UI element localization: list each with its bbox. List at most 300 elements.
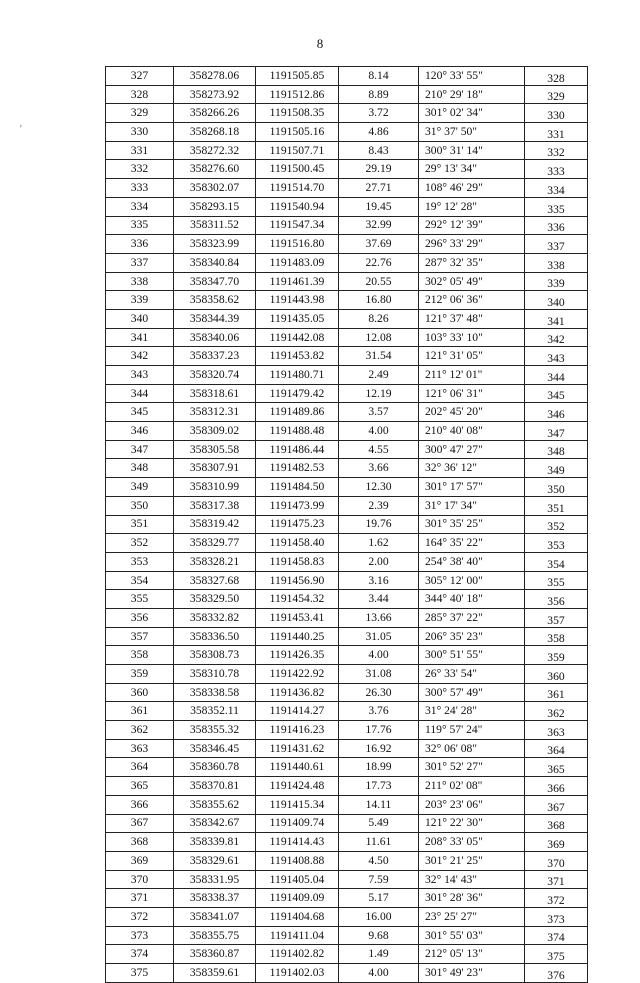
next-point-cell: 341 bbox=[525, 309, 588, 328]
bearing-cell: 119° 57' 24" bbox=[419, 721, 525, 740]
distance-cell: 2.39 bbox=[339, 496, 419, 515]
x-coordinate-cell: 358323.99 bbox=[174, 235, 256, 254]
y-coordinate-cell: 1191440.61 bbox=[256, 758, 339, 777]
y-coordinate-cell: 1191514.70 bbox=[256, 179, 339, 198]
y-coordinate-cell: 1191489.86 bbox=[256, 403, 339, 422]
distance-cell: 5.17 bbox=[339, 889, 419, 908]
table-row bbox=[106, 945, 588, 964]
point-number-cell: 330 bbox=[106, 123, 174, 142]
y-coordinate-cell: 1191500.45 bbox=[256, 160, 339, 179]
point-number-cell: 356 bbox=[106, 608, 174, 627]
table-row bbox=[106, 870, 588, 889]
bearing-cell: 121° 37' 48" bbox=[419, 309, 525, 328]
distance-cell: 22.76 bbox=[339, 253, 419, 272]
y-coordinate-cell: 1191453.41 bbox=[256, 608, 339, 627]
bearing-cell: 300° 51' 55" bbox=[419, 646, 525, 665]
margin-mark: ' bbox=[20, 124, 22, 135]
bearing-cell: 300° 31' 14" bbox=[419, 141, 525, 160]
point-number-cell: 349 bbox=[106, 478, 174, 497]
bearing-cell: 300° 57' 49" bbox=[419, 683, 525, 702]
y-coordinate-cell: 1191422.92 bbox=[256, 665, 339, 684]
bearing-cell: 202° 45' 20" bbox=[419, 403, 525, 422]
next-point-cell: 349 bbox=[525, 459, 588, 478]
next-point-cell: 365 bbox=[525, 758, 588, 777]
y-coordinate-cell: 1191411.04 bbox=[256, 926, 339, 945]
point-number-cell: 345 bbox=[106, 403, 174, 422]
point-number-cell: 333 bbox=[106, 179, 174, 198]
bearing-cell: 31° 17' 34" bbox=[419, 496, 525, 515]
table-row bbox=[106, 366, 588, 385]
point-number-cell: 372 bbox=[106, 907, 174, 926]
x-coordinate-cell: 358317.38 bbox=[174, 496, 256, 515]
y-coordinate-cell: 1191440.25 bbox=[256, 627, 339, 646]
distance-cell: 3.44 bbox=[339, 590, 419, 609]
point-number-cell: 352 bbox=[106, 534, 174, 553]
point-number-cell: 344 bbox=[106, 384, 174, 403]
y-coordinate-cell: 1191483.09 bbox=[256, 253, 339, 272]
distance-cell: 8.43 bbox=[339, 141, 419, 160]
y-coordinate-cell: 1191488.48 bbox=[256, 422, 339, 441]
table-row bbox=[106, 272, 588, 291]
table-row bbox=[106, 814, 588, 833]
next-point-cell: 368 bbox=[525, 814, 588, 833]
distance-cell: 17.76 bbox=[339, 721, 419, 740]
x-coordinate-cell: 358329.77 bbox=[174, 534, 256, 553]
y-coordinate-cell: 1191435.05 bbox=[256, 309, 339, 328]
next-point-cell: 359 bbox=[525, 646, 588, 665]
y-coordinate-cell: 1191484.50 bbox=[256, 478, 339, 497]
x-coordinate-cell: 358355.32 bbox=[174, 721, 256, 740]
bearing-cell: 19° 12' 28" bbox=[419, 197, 525, 216]
y-coordinate-cell: 1191540.94 bbox=[256, 197, 339, 216]
distance-cell: 1.49 bbox=[339, 945, 419, 964]
table-row bbox=[106, 702, 588, 721]
distance-cell: 16.80 bbox=[339, 291, 419, 310]
point-number-cell: 368 bbox=[106, 833, 174, 852]
distance-cell: 12.19 bbox=[339, 384, 419, 403]
y-coordinate-cell: 1191461.39 bbox=[256, 272, 339, 291]
next-point-cell: 330 bbox=[525, 104, 588, 123]
y-coordinate-cell: 1191442.08 bbox=[256, 328, 339, 347]
table-row bbox=[106, 590, 588, 609]
table-row bbox=[106, 235, 588, 254]
point-number-cell: 361 bbox=[106, 702, 174, 721]
bearing-cell: 301° 35' 25" bbox=[419, 515, 525, 534]
point-number-cell: 373 bbox=[106, 926, 174, 945]
distance-cell: 3.57 bbox=[339, 403, 419, 422]
point-number-cell: 339 bbox=[106, 291, 174, 310]
table-row bbox=[106, 440, 588, 459]
distance-cell: 31.05 bbox=[339, 627, 419, 646]
next-point-cell: 343 bbox=[525, 347, 588, 366]
bearing-cell: 287° 32' 35" bbox=[419, 253, 525, 272]
x-coordinate-cell: 358329.50 bbox=[174, 590, 256, 609]
distance-cell: 12.30 bbox=[339, 478, 419, 497]
table-row bbox=[106, 758, 588, 777]
bearing-cell: 285° 37' 22" bbox=[419, 608, 525, 627]
next-point-cell: 352 bbox=[525, 515, 588, 534]
point-number-cell: 351 bbox=[106, 515, 174, 534]
next-point-cell: 376 bbox=[525, 964, 588, 983]
bearing-cell: 212° 06' 36" bbox=[419, 291, 525, 310]
next-point-cell: 357 bbox=[525, 608, 588, 627]
table-row bbox=[106, 515, 588, 534]
next-point-cell: 375 bbox=[525, 945, 588, 964]
x-coordinate-cell: 358273.92 bbox=[174, 85, 256, 104]
point-number-cell: 331 bbox=[106, 141, 174, 160]
bearing-cell: 208° 33' 05" bbox=[419, 833, 525, 852]
point-number-cell: 371 bbox=[106, 889, 174, 908]
x-coordinate-cell: 358328.21 bbox=[174, 552, 256, 571]
x-coordinate-cell: 358308.73 bbox=[174, 646, 256, 665]
x-coordinate-cell: 358360.78 bbox=[174, 758, 256, 777]
table-row bbox=[106, 328, 588, 347]
point-number-cell: 369 bbox=[106, 851, 174, 870]
y-coordinate-cell: 1191505.85 bbox=[256, 67, 339, 86]
x-coordinate-cell: 358318.61 bbox=[174, 384, 256, 403]
x-coordinate-cell: 358340.06 bbox=[174, 328, 256, 347]
distance-cell: 16.00 bbox=[339, 907, 419, 926]
y-coordinate-cell: 1191431.62 bbox=[256, 739, 339, 758]
table-row bbox=[106, 926, 588, 945]
next-point-cell: 367 bbox=[525, 795, 588, 814]
bearing-cell: 301° 02' 34" bbox=[419, 104, 525, 123]
distance-cell: 4.50 bbox=[339, 851, 419, 870]
distance-cell: 31.54 bbox=[339, 347, 419, 366]
distance-cell: 7.59 bbox=[339, 870, 419, 889]
table-row bbox=[106, 964, 588, 983]
table-row bbox=[106, 608, 588, 627]
point-number-cell: 334 bbox=[106, 197, 174, 216]
x-coordinate-cell: 358293.15 bbox=[174, 197, 256, 216]
y-coordinate-cell: 1191508.35 bbox=[256, 104, 339, 123]
x-coordinate-cell: 358352.11 bbox=[174, 702, 256, 721]
y-coordinate-cell: 1191456.90 bbox=[256, 571, 339, 590]
x-coordinate-cell: 358347.70 bbox=[174, 272, 256, 291]
y-coordinate-cell: 1191454.32 bbox=[256, 590, 339, 609]
table-row bbox=[106, 478, 588, 497]
next-point-cell: 360 bbox=[525, 665, 588, 684]
y-coordinate-cell: 1191436.82 bbox=[256, 683, 339, 702]
bearing-cell: 23° 25' 27" bbox=[419, 907, 525, 926]
bearing-cell: 121° 06' 31" bbox=[419, 384, 525, 403]
table-row bbox=[106, 552, 588, 571]
y-coordinate-cell: 1191424.48 bbox=[256, 777, 339, 796]
next-point-cell: 340 bbox=[525, 291, 588, 310]
distance-cell: 19.45 bbox=[339, 197, 419, 216]
y-coordinate-cell: 1191409.09 bbox=[256, 889, 339, 908]
y-coordinate-cell: 1191482.53 bbox=[256, 459, 339, 478]
next-point-cell: 369 bbox=[525, 833, 588, 852]
y-coordinate-cell: 1191426.35 bbox=[256, 646, 339, 665]
y-coordinate-cell: 1191480.71 bbox=[256, 366, 339, 385]
bearing-cell: 211° 02' 08" bbox=[419, 777, 525, 796]
point-number-cell: 335 bbox=[106, 216, 174, 235]
point-number-cell: 347 bbox=[106, 440, 174, 459]
point-number-cell: 328 bbox=[106, 85, 174, 104]
bearing-cell: 344° 40' 18" bbox=[419, 590, 525, 609]
next-point-cell: 333 bbox=[525, 160, 588, 179]
distance-cell: 4.86 bbox=[339, 123, 419, 142]
bearing-cell: 108° 46' 29" bbox=[419, 179, 525, 198]
x-coordinate-cell: 358310.99 bbox=[174, 478, 256, 497]
next-point-cell: 355 bbox=[525, 571, 588, 590]
y-coordinate-cell: 1191458.40 bbox=[256, 534, 339, 553]
distance-cell: 32.99 bbox=[339, 216, 419, 235]
x-coordinate-cell: 358358.62 bbox=[174, 291, 256, 310]
point-number-cell: 367 bbox=[106, 814, 174, 833]
next-point-cell: 335 bbox=[525, 197, 588, 216]
x-coordinate-cell: 358332.82 bbox=[174, 608, 256, 627]
next-point-cell: 362 bbox=[525, 702, 588, 721]
y-coordinate-cell: 1191547.34 bbox=[256, 216, 339, 235]
bearing-cell: 26° 33' 54" bbox=[419, 665, 525, 684]
bearing-cell: 210° 40' 08" bbox=[419, 422, 525, 441]
y-coordinate-cell: 1191507.71 bbox=[256, 141, 339, 160]
y-coordinate-cell: 1191415.34 bbox=[256, 795, 339, 814]
table-row bbox=[106, 422, 588, 441]
table-row bbox=[106, 683, 588, 702]
point-number-cell: 336 bbox=[106, 235, 174, 254]
table-row bbox=[106, 160, 588, 179]
distance-cell: 4.55 bbox=[339, 440, 419, 459]
distance-cell: 16.92 bbox=[339, 739, 419, 758]
y-coordinate-cell: 1191516.80 bbox=[256, 235, 339, 254]
bearing-cell: 31° 24' 28" bbox=[419, 702, 525, 721]
x-coordinate-cell: 358339.81 bbox=[174, 833, 256, 852]
next-point-cell: 347 bbox=[525, 422, 588, 441]
point-number-cell: 358 bbox=[106, 646, 174, 665]
y-coordinate-cell: 1191443.98 bbox=[256, 291, 339, 310]
bearing-cell: 301° 17' 57" bbox=[419, 478, 525, 497]
distance-cell: 37.69 bbox=[339, 235, 419, 254]
x-coordinate-cell: 358276.60 bbox=[174, 160, 256, 179]
bearing-cell: 300° 47' 27" bbox=[419, 440, 525, 459]
table-row bbox=[106, 833, 588, 852]
bearing-cell: 32° 36' 12" bbox=[419, 459, 525, 478]
bearing-cell: 120° 33' 55" bbox=[419, 67, 525, 86]
distance-cell: 3.72 bbox=[339, 104, 419, 123]
bearing-cell: 292° 12' 39" bbox=[419, 216, 525, 235]
y-coordinate-cell: 1191416.23 bbox=[256, 721, 339, 740]
x-coordinate-cell: 358327.68 bbox=[174, 571, 256, 590]
bearing-cell: 301° 49' 23" bbox=[419, 964, 525, 983]
bearing-cell: 301° 52' 27" bbox=[419, 758, 525, 777]
distance-cell: 4.00 bbox=[339, 964, 419, 983]
next-point-cell: 351 bbox=[525, 496, 588, 515]
bearing-cell: 301° 28' 36" bbox=[419, 889, 525, 908]
bearing-cell: 211° 12' 01" bbox=[419, 366, 525, 385]
next-point-cell: 344 bbox=[525, 366, 588, 385]
table-row bbox=[106, 721, 588, 740]
distance-cell: 31.08 bbox=[339, 665, 419, 684]
point-number-cell: 364 bbox=[106, 758, 174, 777]
y-coordinate-cell: 1191402.03 bbox=[256, 964, 339, 983]
point-number-cell: 359 bbox=[106, 665, 174, 684]
point-number-cell: 374 bbox=[106, 945, 174, 964]
point-number-cell: 329 bbox=[106, 104, 174, 123]
table-row bbox=[106, 739, 588, 758]
table-row bbox=[106, 851, 588, 870]
distance-cell: 3.66 bbox=[339, 459, 419, 478]
table-row bbox=[106, 197, 588, 216]
x-coordinate-cell: 358370.81 bbox=[174, 777, 256, 796]
distance-cell: 27.71 bbox=[339, 179, 419, 198]
next-point-cell: 373 bbox=[525, 907, 588, 926]
table-row bbox=[106, 347, 588, 366]
bearing-cell: 29° 13' 34" bbox=[419, 160, 525, 179]
table-row bbox=[106, 496, 588, 515]
distance-cell: 20.55 bbox=[339, 272, 419, 291]
point-number-cell: 353 bbox=[106, 552, 174, 571]
next-point-cell: 370 bbox=[525, 851, 588, 870]
next-point-cell: 336 bbox=[525, 216, 588, 235]
distance-cell: 8.89 bbox=[339, 85, 419, 104]
x-coordinate-cell: 358278.06 bbox=[174, 67, 256, 86]
point-number-cell: 375 bbox=[106, 964, 174, 983]
table-row bbox=[106, 665, 588, 684]
next-point-cell: 329 bbox=[525, 85, 588, 104]
x-coordinate-cell: 358331.95 bbox=[174, 870, 256, 889]
next-point-cell: 372 bbox=[525, 889, 588, 908]
page-number: 8 bbox=[316, 36, 324, 51]
distance-cell: 2.49 bbox=[339, 366, 419, 385]
table-row bbox=[106, 795, 588, 814]
distance-cell: 4.00 bbox=[339, 422, 419, 441]
distance-cell: 3.16 bbox=[339, 571, 419, 590]
table-row bbox=[106, 216, 588, 235]
x-coordinate-cell: 358360.87 bbox=[174, 945, 256, 964]
distance-cell: 8.26 bbox=[339, 309, 419, 328]
distance-cell: 4.00 bbox=[339, 646, 419, 665]
x-coordinate-cell: 358355.75 bbox=[174, 926, 256, 945]
next-point-cell: 354 bbox=[525, 552, 588, 571]
x-coordinate-cell: 358312.31 bbox=[174, 403, 256, 422]
table-row bbox=[106, 384, 588, 403]
bearing-cell: 121° 31' 05" bbox=[419, 347, 525, 366]
table-row bbox=[106, 777, 588, 796]
bearing-cell: 296° 33' 29" bbox=[419, 235, 525, 254]
y-coordinate-cell: 1191405.04 bbox=[256, 870, 339, 889]
bearing-cell: 254° 38' 40" bbox=[419, 552, 525, 571]
next-point-cell: 366 bbox=[525, 777, 588, 796]
bearing-cell: 103° 33' 10" bbox=[419, 328, 525, 347]
next-point-cell: 358 bbox=[525, 627, 588, 646]
point-number-cell: 355 bbox=[106, 590, 174, 609]
y-coordinate-cell: 1191408.88 bbox=[256, 851, 339, 870]
x-coordinate-cell: 358309.02 bbox=[174, 422, 256, 441]
table-row bbox=[106, 309, 588, 328]
next-point-cell: 371 bbox=[525, 870, 588, 889]
point-number-cell: 341 bbox=[106, 328, 174, 347]
distance-cell: 13.66 bbox=[339, 608, 419, 627]
distance-cell: 2.00 bbox=[339, 552, 419, 571]
next-point-cell: 334 bbox=[525, 179, 588, 198]
bearing-cell: 203° 23' 06" bbox=[419, 795, 525, 814]
next-point-cell: 348 bbox=[525, 440, 588, 459]
next-point-cell: 345 bbox=[525, 384, 588, 403]
y-coordinate-cell: 1191402.82 bbox=[256, 945, 339, 964]
distance-cell: 29.19 bbox=[339, 160, 419, 179]
bearing-cell: 305° 12' 00" bbox=[419, 571, 525, 590]
bearing-cell: 210° 29' 18" bbox=[419, 85, 525, 104]
next-point-cell: 342 bbox=[525, 328, 588, 347]
point-number-cell: 365 bbox=[106, 777, 174, 796]
distance-cell: 5.49 bbox=[339, 814, 419, 833]
table-row bbox=[106, 571, 588, 590]
x-coordinate-cell: 358338.37 bbox=[174, 889, 256, 908]
point-number-cell: 366 bbox=[106, 795, 174, 814]
point-number-cell: 348 bbox=[106, 459, 174, 478]
next-point-cell: 350 bbox=[525, 478, 588, 497]
point-number-cell: 346 bbox=[106, 422, 174, 441]
distance-cell: 18.99 bbox=[339, 758, 419, 777]
distance-cell: 1.62 bbox=[339, 534, 419, 553]
x-coordinate-cell: 358337.23 bbox=[174, 347, 256, 366]
next-point-cell: 328 bbox=[525, 67, 588, 86]
next-point-cell: 364 bbox=[525, 739, 588, 758]
table-row bbox=[106, 104, 588, 123]
point-number-cell: 362 bbox=[106, 721, 174, 740]
x-coordinate-cell: 358340.84 bbox=[174, 253, 256, 272]
y-coordinate-cell: 1191414.43 bbox=[256, 833, 339, 852]
table-body bbox=[106, 67, 588, 983]
bearing-cell: 212° 05' 13" bbox=[419, 945, 525, 964]
next-point-cell: 331 bbox=[525, 123, 588, 142]
next-point-cell: 332 bbox=[525, 141, 588, 160]
y-coordinate-cell: 1191473.99 bbox=[256, 496, 339, 515]
table-row bbox=[106, 534, 588, 553]
y-coordinate-cell: 1191512.86 bbox=[256, 85, 339, 104]
x-coordinate-cell: 358355.62 bbox=[174, 795, 256, 814]
point-number-cell: 360 bbox=[106, 683, 174, 702]
point-number-cell: 370 bbox=[106, 870, 174, 889]
point-number-cell: 343 bbox=[106, 366, 174, 385]
next-point-cell: 363 bbox=[525, 721, 588, 740]
next-point-cell: 374 bbox=[525, 926, 588, 945]
x-coordinate-cell: 358272.32 bbox=[174, 141, 256, 160]
point-number-cell: 338 bbox=[106, 272, 174, 291]
y-coordinate-cell: 1191486.44 bbox=[256, 440, 339, 459]
y-coordinate-cell: 1191505.16 bbox=[256, 123, 339, 142]
y-coordinate-cell: 1191404.68 bbox=[256, 907, 339, 926]
next-point-cell: 337 bbox=[525, 235, 588, 254]
x-coordinate-cell: 358302.07 bbox=[174, 179, 256, 198]
x-coordinate-cell: 358307.91 bbox=[174, 459, 256, 478]
bearing-cell: 31° 37' 50" bbox=[419, 123, 525, 142]
distance-cell: 9.68 bbox=[339, 926, 419, 945]
table-row bbox=[106, 627, 588, 646]
table-row bbox=[106, 85, 588, 104]
x-coordinate-cell: 358336.50 bbox=[174, 627, 256, 646]
point-number-cell: 354 bbox=[106, 571, 174, 590]
next-point-cell: 356 bbox=[525, 590, 588, 609]
x-coordinate-cell: 358305.58 bbox=[174, 440, 256, 459]
y-coordinate-cell: 1191453.82 bbox=[256, 347, 339, 366]
point-number-cell: 340 bbox=[106, 309, 174, 328]
x-coordinate-cell: 358342.67 bbox=[174, 814, 256, 833]
x-coordinate-cell: 358268.18 bbox=[174, 123, 256, 142]
distance-cell: 8.14 bbox=[339, 67, 419, 86]
y-coordinate-cell: 1191409.74 bbox=[256, 814, 339, 833]
x-coordinate-cell: 358310.78 bbox=[174, 665, 256, 684]
table-row bbox=[106, 291, 588, 310]
x-coordinate-cell: 358320.74 bbox=[174, 366, 256, 385]
point-number-cell: 357 bbox=[106, 627, 174, 646]
x-coordinate-cell: 358319.42 bbox=[174, 515, 256, 534]
bearing-cell: 32° 06' 08" bbox=[419, 739, 525, 758]
table-row bbox=[106, 459, 588, 478]
